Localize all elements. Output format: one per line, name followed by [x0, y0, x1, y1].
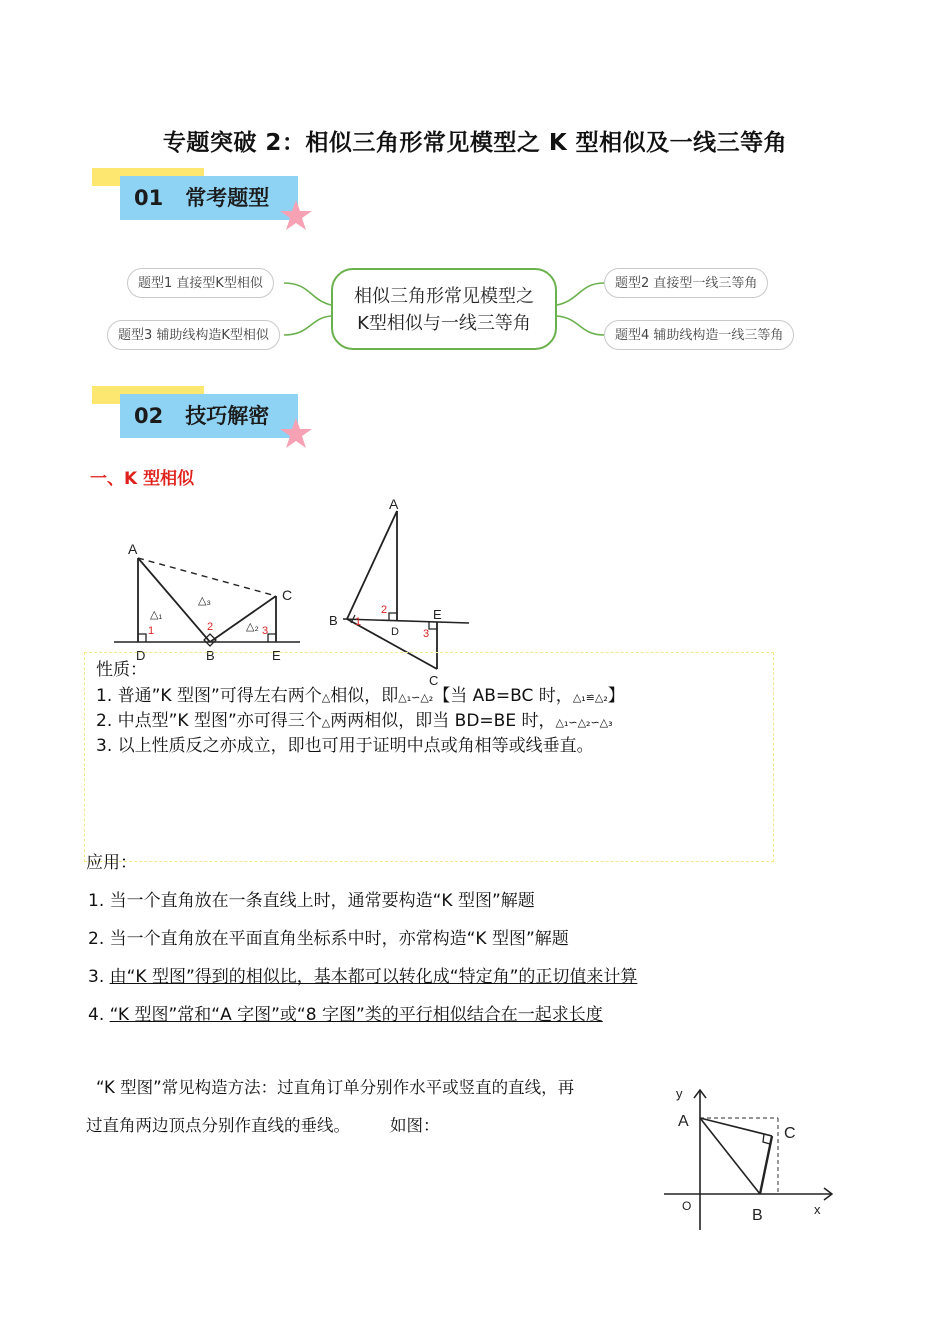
- label-c: C: [784, 1125, 796, 1142]
- label-c: C: [429, 673, 439, 688]
- mindmap-center-line1: 相似三角形常见模型之: [354, 286, 534, 307]
- label-angle-1: 1: [148, 625, 155, 637]
- label-c: C: [282, 587, 293, 603]
- label-d: D: [136, 648, 146, 663]
- label-a: A: [128, 541, 138, 557]
- k-shape-coordinate-figure: [660, 1078, 840, 1238]
- label-b: B: [206, 648, 215, 663]
- properties-heading: 性质：: [96, 660, 147, 680]
- label-y: y: [676, 1086, 683, 1101]
- banner-number: 01: [134, 186, 164, 210]
- banner-number: 02: [134, 404, 164, 428]
- mindmap-node-type4: 题型4 辅助线构造一线三等角: [604, 320, 794, 350]
- section-heading-k-similarity: 一、K 型相似: [90, 469, 195, 489]
- page-title: 专题突破 2：相似三角形常见模型之 K 型相似及一线三等角: [162, 130, 788, 156]
- label-triangle-2: △₂: [246, 621, 259, 633]
- application-item-3: 3. 由“K 型图”得到的相似比，基本都可以转化成“特定角”的正切值来计算: [88, 967, 638, 987]
- label-angle-1: 1: [355, 616, 362, 628]
- label-e: E: [272, 648, 281, 663]
- label-angle-3: 3: [423, 628, 430, 640]
- application-item-4: 4. “K 型图”常和“A 字图”或“8 字图”类的平行相似结合在一起求长度: [88, 1005, 603, 1025]
- mindmap-node-type2: 题型2 直接型一线三等角: [604, 268, 768, 298]
- label-d: D: [391, 626, 399, 638]
- label-e: E: [433, 607, 442, 622]
- label-triangle-3: △₃: [198, 595, 211, 607]
- k-shape-figure-1: [100, 530, 320, 665]
- mindmap-center: [331, 268, 557, 350]
- label-b: B: [329, 613, 338, 628]
- construction-line-2: 过直角两边顶点分别作直线的垂线。 如图：: [86, 1116, 440, 1135]
- property-2: 2. 中点型”K 型图”亦可得三个△两两相似，即当 BD=BE 时，△₁∽△₂∽△₃: [96, 711, 613, 731]
- banner-label: 技巧解密: [185, 404, 270, 428]
- mindmap-center-line2: K型相似与一线三等角: [357, 313, 531, 334]
- label-o: O: [682, 1199, 692, 1213]
- construction-line-1: “K 型图”常见构造方法：过直角订单分别作水平或竖直的直线，再: [96, 1078, 575, 1097]
- property-3: 3. 以上性质反之亦成立，即也可用于证明中点或角相等或线垂直。: [96, 736, 594, 756]
- label-angle-3: 3: [262, 625, 269, 637]
- label-b: B: [752, 1207, 763, 1224]
- star-icon: [278, 416, 314, 452]
- application-heading: 应用：: [86, 853, 137, 873]
- label-x: x: [814, 1202, 821, 1217]
- application-item-2: 2. 当一个直角放在平面直角坐标系中时，亦常构造“K 型图”解题: [88, 929, 569, 949]
- mindmap-node-type1: 题型1 直接型K型相似: [127, 268, 274, 298]
- mindmap-node-type3: 题型3 辅助线构造K型相似: [107, 320, 280, 350]
- label-a: A: [678, 1113, 689, 1130]
- property-1: 1. 普通”K 型图”可得左右两个△相似，即△₁∽△₂【当 AB=BC 时，△₁≌△₂】: [96, 686, 625, 706]
- label-angle-2: 2: [381, 604, 388, 616]
- application-item-1: 1. 当一个直角放在一条直线上时，通常要构造“K 型图”解题: [88, 891, 535, 911]
- label-a: A: [389, 496, 399, 512]
- label-angle-2: 2: [207, 621, 214, 633]
- section-banner-02: [92, 386, 312, 456]
- banner-label: 常考题型: [185, 186, 270, 210]
- label-triangle-1: △₁: [150, 609, 163, 621]
